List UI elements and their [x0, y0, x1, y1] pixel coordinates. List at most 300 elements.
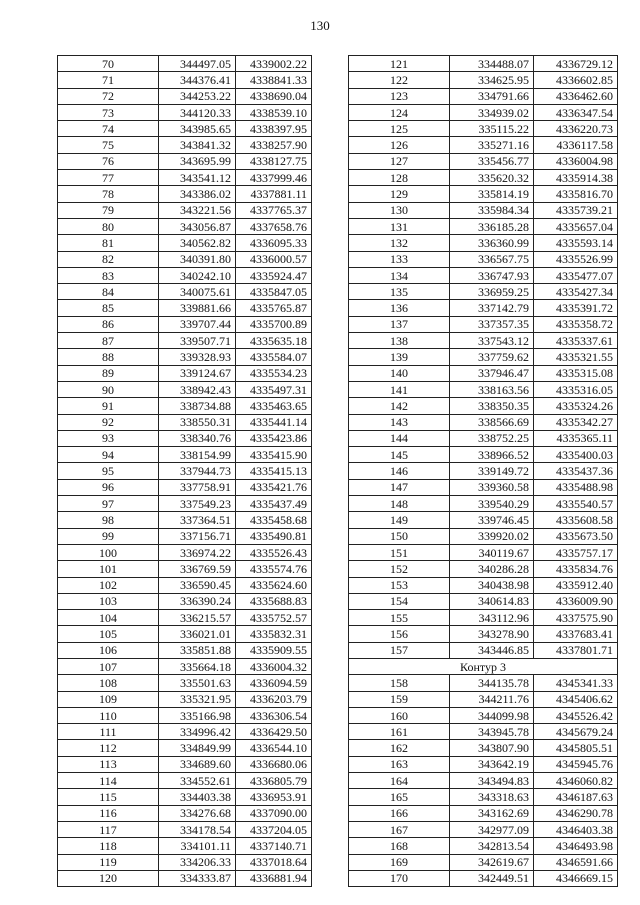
- y-coordinate: 4336429.50: [236, 724, 312, 740]
- point-number: 128: [349, 170, 450, 186]
- y-coordinate: 4336094.59: [236, 675, 312, 691]
- x-coordinate: 335166.98: [159, 707, 236, 723]
- x-coordinate: 344099.98: [450, 707, 534, 723]
- y-coordinate: 4335574.76: [236, 561, 312, 577]
- point-number: 134: [349, 267, 450, 283]
- point-number: 153: [349, 577, 450, 593]
- y-coordinate: 4336004.98: [534, 153, 618, 169]
- y-coordinate: 4335635.18: [236, 333, 312, 349]
- table-row: [58, 724, 312, 740]
- y-coordinate: 4335400.03: [534, 447, 618, 463]
- table-row: [349, 870, 618, 886]
- table-row: [349, 251, 618, 267]
- x-coordinate: 338942.43: [159, 381, 236, 397]
- table-row: [349, 805, 618, 821]
- table-row: [349, 724, 618, 740]
- y-coordinate: 4335427.34: [534, 284, 618, 300]
- x-coordinate: 343541.12: [159, 170, 236, 186]
- point-number: 78: [58, 186, 159, 202]
- y-coordinate: 4338127.75: [236, 153, 312, 169]
- point-number: 73: [58, 104, 159, 120]
- table-row: [349, 430, 618, 446]
- y-coordinate: 4337999.46: [236, 170, 312, 186]
- x-coordinate: 343386.02: [159, 186, 236, 202]
- point-number: 156: [349, 626, 450, 642]
- x-coordinate: 343056.87: [159, 218, 236, 234]
- table-row: [58, 626, 312, 642]
- table-row: [349, 626, 618, 642]
- point-number: 104: [58, 610, 159, 626]
- x-coordinate: 335456.77: [450, 153, 534, 169]
- point-number: 142: [349, 398, 450, 414]
- table-row: [58, 658, 312, 674]
- x-coordinate: 342619.67: [450, 854, 534, 870]
- x-coordinate: 339746.45: [450, 512, 534, 528]
- point-number: 148: [349, 496, 450, 512]
- x-coordinate: 336390.24: [159, 593, 236, 609]
- x-coordinate: 343642.19: [450, 756, 534, 772]
- table-row: [58, 593, 312, 609]
- y-coordinate: 4337881.11: [236, 186, 312, 202]
- x-coordinate: 335984.34: [450, 202, 534, 218]
- table-row: [58, 479, 312, 495]
- y-coordinate: 4335657.04: [534, 218, 618, 234]
- x-coordinate: 337944.73: [159, 463, 236, 479]
- table-row: [58, 316, 312, 332]
- x-coordinate: 334689.60: [159, 756, 236, 772]
- point-number: 99: [58, 528, 159, 544]
- x-coordinate: 334791.66: [450, 88, 534, 104]
- y-coordinate: 4335914.38: [534, 170, 618, 186]
- table-row: [349, 235, 618, 251]
- y-coordinate: 4335624.60: [236, 577, 312, 593]
- point-number: 162: [349, 740, 450, 756]
- y-coordinate: 4345341.33: [534, 675, 618, 691]
- x-coordinate: 335321.95: [159, 691, 236, 707]
- point-number: 102: [58, 577, 159, 593]
- table-row: [58, 610, 312, 626]
- y-coordinate: 4335488.98: [534, 479, 618, 495]
- y-coordinate: 4346403.38: [534, 821, 618, 837]
- x-coordinate: 335501.63: [159, 675, 236, 691]
- x-coordinate: 339707.44: [159, 316, 236, 332]
- y-coordinate: 4338690.04: [236, 88, 312, 104]
- table-row: [58, 104, 312, 120]
- section-heading: Контур 3: [349, 658, 618, 674]
- x-coordinate: 336747.93: [450, 267, 534, 283]
- table-row: [349, 414, 618, 430]
- x-coordinate: 337549.23: [159, 496, 236, 512]
- y-coordinate: 4336117.58: [534, 137, 618, 153]
- x-coordinate: 338163.56: [450, 381, 534, 397]
- y-coordinate: 4337765.37: [236, 202, 312, 218]
- x-coordinate: 335115.22: [450, 121, 534, 137]
- y-coordinate: 4335526.43: [236, 544, 312, 560]
- point-number: 116: [58, 805, 159, 821]
- point-number: 163: [349, 756, 450, 772]
- table-row: [349, 773, 618, 789]
- y-coordinate: 4335458.68: [236, 512, 312, 528]
- point-number: 165: [349, 789, 450, 805]
- table-row: [58, 838, 312, 854]
- point-number: 140: [349, 365, 450, 381]
- table-row: [349, 561, 618, 577]
- table-row: [58, 267, 312, 283]
- point-number: 89: [58, 365, 159, 381]
- point-number: 75: [58, 137, 159, 153]
- table-row: [349, 202, 618, 218]
- table-row: [58, 675, 312, 691]
- x-coordinate: 340242.10: [159, 267, 236, 283]
- y-coordinate: 4338539.10: [236, 104, 312, 120]
- table-row: [58, 577, 312, 593]
- table-row: [58, 381, 312, 397]
- y-coordinate: 4338841.33: [236, 72, 312, 88]
- point-number: 147: [349, 479, 450, 495]
- point-number: 108: [58, 675, 159, 691]
- point-number: 133: [349, 251, 450, 267]
- table-row: [58, 398, 312, 414]
- table-row: [349, 740, 618, 756]
- point-number: 84: [58, 284, 159, 300]
- x-coordinate: 334849.99: [159, 740, 236, 756]
- y-coordinate: 4336004.32: [236, 658, 312, 674]
- table-row: [349, 447, 618, 463]
- table-row: [349, 854, 618, 870]
- point-number: 154: [349, 593, 450, 609]
- table-row: [349, 104, 618, 120]
- coordinates-table-left: [57, 55, 312, 887]
- x-coordinate: 339124.67: [159, 365, 236, 381]
- y-coordinate: 4335847.05: [236, 284, 312, 300]
- table-row: [349, 137, 618, 153]
- y-coordinate: 4337658.76: [236, 218, 312, 234]
- table-row: [58, 821, 312, 837]
- y-coordinate: 4337801.71: [534, 642, 618, 658]
- x-coordinate: 343985.65: [159, 121, 236, 137]
- point-number: 149: [349, 512, 450, 528]
- x-coordinate: 335851.88: [159, 642, 236, 658]
- point-number: 110: [58, 707, 159, 723]
- table-row: [58, 56, 312, 72]
- table-row: [58, 789, 312, 805]
- x-coordinate: 338752.25: [450, 430, 534, 446]
- x-coordinate: 334403.38: [159, 789, 236, 805]
- x-coordinate: 334178.54: [159, 821, 236, 837]
- y-coordinate: 4335316.05: [534, 381, 618, 397]
- point-number: 143: [349, 414, 450, 430]
- point-number: 118: [58, 838, 159, 854]
- y-coordinate: 4337204.05: [236, 821, 312, 837]
- y-coordinate: 4336602.85: [534, 72, 618, 88]
- point-number: 111: [58, 724, 159, 740]
- x-coordinate: 343221.56: [159, 202, 236, 218]
- table-row: [349, 479, 618, 495]
- x-coordinate: 335814.19: [450, 186, 534, 202]
- table-row: [349, 284, 618, 300]
- y-coordinate: 4335739.21: [534, 202, 618, 218]
- y-coordinate: 4335437.36: [534, 463, 618, 479]
- table-row: [58, 251, 312, 267]
- y-coordinate: 4346060.82: [534, 773, 618, 789]
- table-row: [349, 316, 618, 332]
- y-coordinate: 4335337.61: [534, 333, 618, 349]
- x-coordinate: 343112.96: [450, 610, 534, 626]
- point-number: 81: [58, 235, 159, 251]
- point-number: 169: [349, 854, 450, 870]
- point-number: 167: [349, 821, 450, 837]
- point-number: 85: [58, 300, 159, 316]
- table-row: [349, 463, 618, 479]
- table-row: [58, 284, 312, 300]
- x-coordinate: 340562.82: [159, 235, 236, 251]
- y-coordinate: 4346669.15: [534, 870, 618, 886]
- table-row: [58, 365, 312, 381]
- y-coordinate: 4337683.41: [534, 626, 618, 642]
- x-coordinate: 344497.05: [159, 56, 236, 72]
- x-coordinate: 334625.95: [450, 72, 534, 88]
- point-number: 138: [349, 333, 450, 349]
- x-coordinate: 340119.67: [450, 544, 534, 560]
- point-number: 100: [58, 544, 159, 560]
- x-coordinate: 338566.69: [450, 414, 534, 430]
- table-row: [349, 789, 618, 805]
- x-coordinate: 342977.09: [450, 821, 534, 837]
- point-number: 139: [349, 349, 450, 365]
- table-row: [58, 756, 312, 772]
- point-number: 72: [58, 88, 159, 104]
- point-number: 87: [58, 333, 159, 349]
- point-number: 120: [58, 870, 159, 886]
- x-coordinate: 336959.25: [450, 284, 534, 300]
- table-row: [349, 544, 618, 560]
- table-row: [58, 72, 312, 88]
- x-coordinate: 344211.76: [450, 691, 534, 707]
- point-number: 126: [349, 137, 450, 153]
- table-row: [349, 821, 618, 837]
- y-coordinate: 4346591.66: [534, 854, 618, 870]
- table-row: [58, 854, 312, 870]
- y-coordinate: 4335816.70: [534, 186, 618, 202]
- x-coordinate: 337759.62: [450, 349, 534, 365]
- table-row: [58, 691, 312, 707]
- point-number: 88: [58, 349, 159, 365]
- table-row: [349, 186, 618, 202]
- y-coordinate: 4336203.79: [236, 691, 312, 707]
- point-number: 92: [58, 414, 159, 430]
- point-number: 107: [58, 658, 159, 674]
- point-number: 82: [58, 251, 159, 267]
- point-number: 121: [349, 56, 450, 72]
- table-row: [58, 642, 312, 658]
- y-coordinate: 4339002.22: [236, 56, 312, 72]
- point-number: 155: [349, 610, 450, 626]
- table-row: [349, 642, 618, 658]
- point-number: 106: [58, 642, 159, 658]
- y-coordinate: 4335342.27: [534, 414, 618, 430]
- table-row: [58, 740, 312, 756]
- x-coordinate: 336974.22: [159, 544, 236, 560]
- x-coordinate: 336769.59: [159, 561, 236, 577]
- table-row: [349, 398, 618, 414]
- x-coordinate: 335271.16: [450, 137, 534, 153]
- y-coordinate: 4336347.54: [534, 104, 618, 120]
- x-coordinate: 343807.90: [450, 740, 534, 756]
- table-row: [58, 414, 312, 430]
- x-coordinate: 336360.99: [450, 235, 534, 251]
- table-row: [349, 121, 618, 137]
- y-coordinate: 4335584.07: [236, 349, 312, 365]
- x-coordinate: 334996.42: [159, 724, 236, 740]
- y-coordinate: 4336220.73: [534, 121, 618, 137]
- x-coordinate: 336567.75: [450, 251, 534, 267]
- y-coordinate: 4336729.12: [534, 56, 618, 72]
- x-coordinate: 339149.72: [450, 463, 534, 479]
- y-coordinate: 4335540.57: [534, 496, 618, 512]
- point-number: 101: [58, 561, 159, 577]
- table-row: [58, 805, 312, 821]
- point-number: 152: [349, 561, 450, 577]
- point-number: 79: [58, 202, 159, 218]
- x-coordinate: 336021.01: [159, 626, 236, 642]
- table-row: [58, 218, 312, 234]
- x-coordinate: 338340.76: [159, 430, 236, 446]
- y-coordinate: 4335415.90: [236, 447, 312, 463]
- point-number: 103: [58, 593, 159, 609]
- table-row: [349, 333, 618, 349]
- x-coordinate: 343841.32: [159, 137, 236, 153]
- x-coordinate: 338154.99: [159, 447, 236, 463]
- point-number: 132: [349, 235, 450, 251]
- x-coordinate: 334101.11: [159, 838, 236, 854]
- point-number: 135: [349, 284, 450, 300]
- point-number: 109: [58, 691, 159, 707]
- point-number: 145: [349, 447, 450, 463]
- point-number: 119: [58, 854, 159, 870]
- y-coordinate: 4335912.40: [534, 577, 618, 593]
- table-row: [58, 300, 312, 316]
- x-coordinate: 335620.32: [450, 170, 534, 186]
- y-coordinate: 4336680.06: [236, 756, 312, 772]
- y-coordinate: 4336805.79: [236, 773, 312, 789]
- table-row: [58, 186, 312, 202]
- x-coordinate: 344376.41: [159, 72, 236, 88]
- table-row: [349, 170, 618, 186]
- x-coordinate: 343446.85: [450, 642, 534, 658]
- table-row: [349, 153, 618, 169]
- point-number: 129: [349, 186, 450, 202]
- table-row: [58, 333, 312, 349]
- table-row: [349, 300, 618, 316]
- x-coordinate: 334276.68: [159, 805, 236, 821]
- table-row: [58, 870, 312, 886]
- point-number: 76: [58, 153, 159, 169]
- y-coordinate: 4335765.87: [236, 300, 312, 316]
- x-coordinate: 336590.45: [159, 577, 236, 593]
- x-coordinate: 340391.80: [159, 251, 236, 267]
- y-coordinate: 4335832.31: [236, 626, 312, 642]
- x-coordinate: 342813.54: [450, 838, 534, 854]
- y-coordinate: 4335490.81: [236, 528, 312, 544]
- table-row: [349, 56, 618, 72]
- x-coordinate: 344253.22: [159, 88, 236, 104]
- y-coordinate: 4337090.00: [236, 805, 312, 821]
- y-coordinate: 4335391.72: [534, 300, 618, 316]
- table-row: [349, 707, 618, 723]
- y-coordinate: 4335415.13: [236, 463, 312, 479]
- y-coordinate: 4335673.50: [534, 528, 618, 544]
- y-coordinate: 4335593.14: [534, 235, 618, 251]
- x-coordinate: 334552.61: [159, 773, 236, 789]
- table-row: [349, 577, 618, 593]
- point-number: 157: [349, 642, 450, 658]
- x-coordinate: 337543.12: [450, 333, 534, 349]
- y-coordinate: 4336881.94: [236, 870, 312, 886]
- y-coordinate: 4336544.10: [236, 740, 312, 756]
- y-coordinate: 4335700.89: [236, 316, 312, 332]
- table-row: [349, 691, 618, 707]
- y-coordinate: 4335365.11: [534, 430, 618, 446]
- table-row: [349, 72, 618, 88]
- table-row: [58, 463, 312, 479]
- x-coordinate: 335664.18: [159, 658, 236, 674]
- point-number: 164: [349, 773, 450, 789]
- x-coordinate: 343695.99: [159, 153, 236, 169]
- x-coordinate: 342449.51: [450, 870, 534, 886]
- table-row: [58, 512, 312, 528]
- point-number: 93: [58, 430, 159, 446]
- point-number: 150: [349, 528, 450, 544]
- point-number: 127: [349, 153, 450, 169]
- table-row: [349, 528, 618, 544]
- table-row: [58, 561, 312, 577]
- y-coordinate: 4335757.17: [534, 544, 618, 560]
- x-coordinate: 340075.61: [159, 284, 236, 300]
- x-coordinate: 334333.87: [159, 870, 236, 886]
- y-coordinate: 4337018.64: [236, 854, 312, 870]
- table-row: [58, 121, 312, 137]
- y-coordinate: 4345945.76: [534, 756, 618, 772]
- x-coordinate: 339360.58: [450, 479, 534, 495]
- y-coordinate: 4346493.98: [534, 838, 618, 854]
- y-coordinate: 4336306.54: [236, 707, 312, 723]
- y-coordinate: 4336953.91: [236, 789, 312, 805]
- table-row: [349, 267, 618, 283]
- x-coordinate: 337758.91: [159, 479, 236, 495]
- point-number: 141: [349, 381, 450, 397]
- x-coordinate: 336185.28: [450, 218, 534, 234]
- table-row: [58, 153, 312, 169]
- table-row: [58, 137, 312, 153]
- x-coordinate: 343945.78: [450, 724, 534, 740]
- point-number: 114: [58, 773, 159, 789]
- y-coordinate: 4335324.26: [534, 398, 618, 414]
- x-coordinate: 338350.35: [450, 398, 534, 414]
- table-row: [349, 365, 618, 381]
- x-coordinate: 339328.93: [159, 349, 236, 365]
- table-row: [58, 528, 312, 544]
- y-coordinate: 4336462.60: [534, 88, 618, 104]
- point-number: 117: [58, 821, 159, 837]
- table-row: [349, 675, 618, 691]
- point-number: 115: [58, 789, 159, 805]
- y-coordinate: 4345679.24: [534, 724, 618, 740]
- x-coordinate: 337142.79: [450, 300, 534, 316]
- point-number: 151: [349, 544, 450, 560]
- x-coordinate: 343278.90: [450, 626, 534, 642]
- y-coordinate: 4335437.49: [236, 496, 312, 512]
- point-number: 130: [349, 202, 450, 218]
